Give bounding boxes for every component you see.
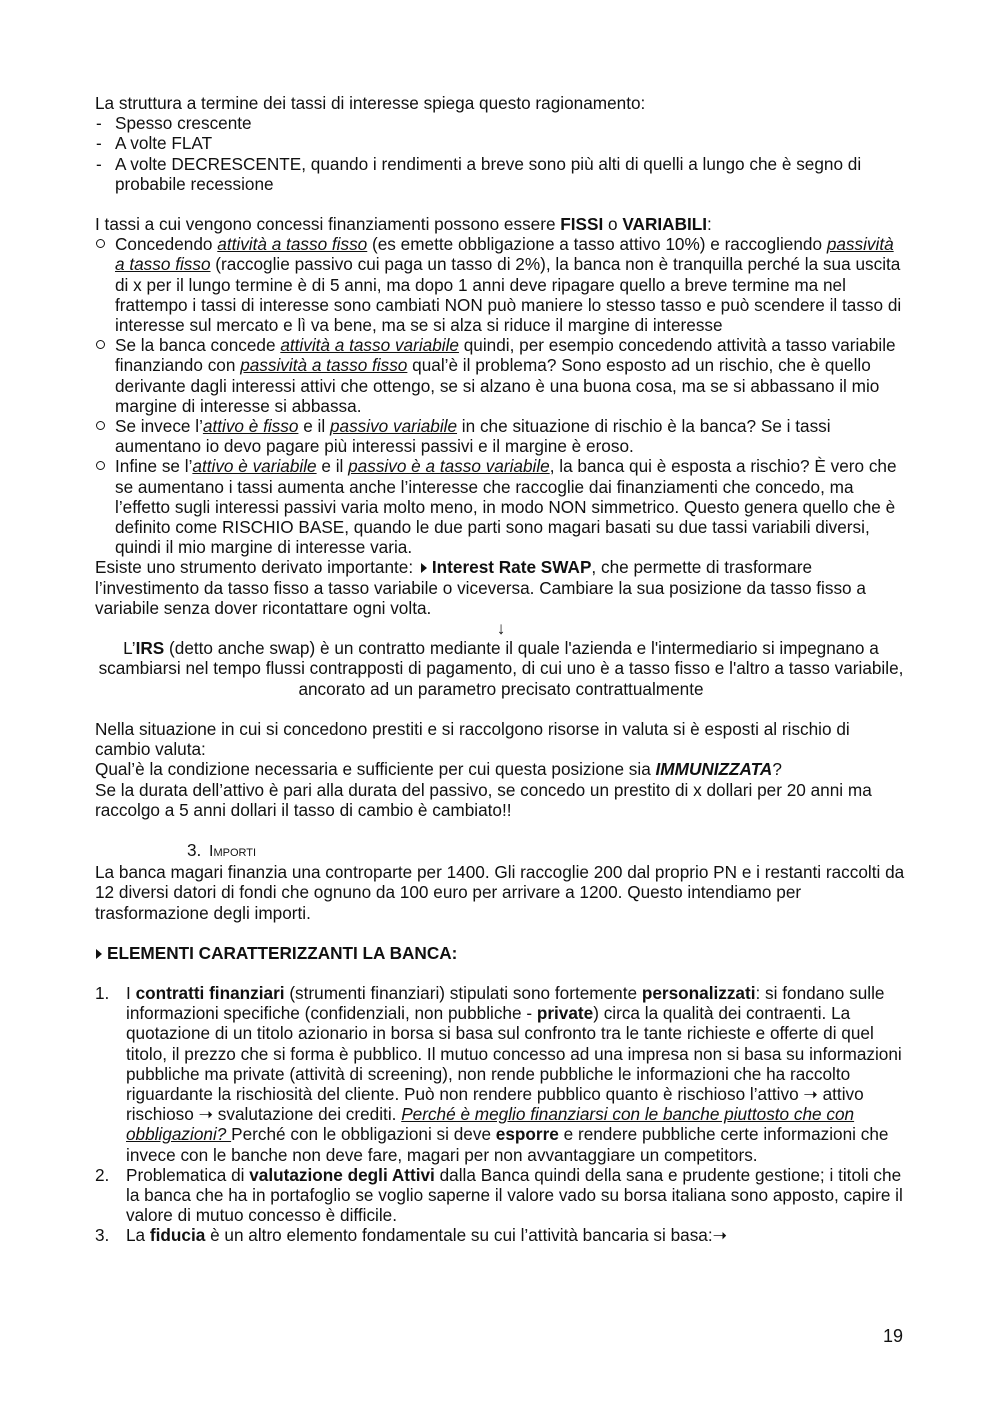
circle-bullet-icon bbox=[96, 340, 105, 349]
rates-intro: I tassi a cui vengono concessi finanziamenti possono essere FISSI o VARIABILI: bbox=[95, 214, 712, 235]
irs-definition: L’IRS (detto anche swap) è un contratto mediante il quale l'azienda e l'intermediario si impegnano a scambiarsi nel tempo flussi contrapposti di pagamento, di cui uno è a tasso fisso e l'altro a tasso variabile, ancorato ad un parametro precisato contrattualmente bbox=[98, 638, 904, 699]
circle-item: Se invece l’attivo è fisso e il passivo variabile in che situazione di rischio è la banca? Se i tassi aumentano io devo pagare più interessi passivi e il margine è eroso. bbox=[95, 416, 907, 456]
dash-item: - A volte DECRESCENTE, quando i rendimenti a breve sono più alti di quelli a lungo che è segno di probabile recessione bbox=[95, 154, 907, 194]
circle-bullet-icon bbox=[96, 239, 105, 248]
down-arrow-icon: ↓ bbox=[496, 618, 506, 639]
dash-item: - Spesso crescente bbox=[95, 113, 907, 133]
circle-item: Se la banca concede attività a tasso variabile quindi, per esempio concedendo attività a tasso variabile finanziando con passività a tasso fisso qual’è il problema? Sono esposto ad un rischio, che è quello derivante dagli interessi attivi che ottengo, se si alzano è una buona cosa, ma se si abbassano il mio margine di interesse si abbassa. bbox=[95, 335, 907, 416]
fissi-label: FISSI bbox=[560, 214, 604, 235]
importi-text: La banca magari finanzia una controparte per 1400. Gli raccoglie 200 dal proprio PN e i restanti raccolti da 12 diversi datori di fondi che ognuno da 100 euro per arrivare a 1200. Questo intendiamo per trasformazione degli importi. bbox=[95, 862, 905, 923]
triangle-right-icon bbox=[96, 949, 102, 959]
section-heading-importi: 3. Importi bbox=[187, 839, 257, 860]
dash-item: - A volte FLAT bbox=[95, 133, 907, 153]
triangle-right-icon bbox=[421, 563, 427, 573]
circle-bullet-icon bbox=[96, 461, 105, 470]
valuta-question: Qual’è la condizione necessaria e sufficiente per cui questa posizione sia IMMUNIZZATA? bbox=[95, 759, 782, 780]
intro-line: La struttura a termine dei tassi di interesse spiega questo ragionamento: bbox=[95, 93, 646, 113]
circle-bullet-icon bbox=[96, 421, 105, 430]
document-page bbox=[95, 93, 907, 1246]
list-item: 3. La fiducia è un altro elemento fondamentale su cui l’attività bancaria si basa:➝ bbox=[95, 1225, 728, 1246]
valuta-answer: Se la durata dell’attivo è pari alla durata del passivo, se concedo un prestito di x dollari per 20 anni ma raccolgo a 5 anni dollari il tasso di cambio è cambiato!! bbox=[95, 779, 872, 820]
list-item: 1. I contratti finanziari (strumenti finanziari) stipulati sono fortemente personalizzati: si fondano sulle informazioni specifiche (confidenziali, non pubbliche - private) circa la qualità dei contraenti. La quotazione di un titolo azionario in borsa si basa sul confronto tra le tante richieste e offerte di quel titolo, il prezzo che si forma è pubblico. Il mutuo concesso ad una impresa non si basa su informazioni pubbliche ma private (attività di screening), non rende pubbliche le informazioni che ha raccolto riguardante la rischiosità del cliente. Può non rendere pubblico quanto è rischioso l’attivo ➝ attivo rischioso ➝ svalutazione dei crediti. Perché è meglio finanziarsi con le banche piuttosto che con obbligazioni? Perché con le obbligazioni si deve esporre e rendere pubbliche certe informazioni che invece con le banche non deve fare, magari per non avvantaggiare un competitors. bbox=[95, 982, 902, 1165]
list-item: 2. Problematica di valutazione degli Attivi dalla Banca quindi della sana e prudente gestione; i titoli che la banca che ha in portafoglio se voglio saperne il valore vado su borsa italiana sono apposto, capire il valore di mutuo concesso è difficile. bbox=[95, 1164, 903, 1226]
circle-item: Concedendo attività a tasso fisso (es emette obbligazione a tasso attivo 10%) e raccogliendo passività a tasso fisso (raccoglie passivo cui paga un tasso di 2%), la banca non è tranquilla perché la sua uscita di x per il lungo termine è di 5 anni, ma dopo 1 anni deve ripagare quello a breve termine ma nel frattempo i tassi di interesse sono cambiati NON può maniere lo stesso tasso e può scendere il tasso di interesse sul mercato e lì va bene, ma se si alza si riduce il margine di interesse bbox=[95, 234, 907, 335]
valuta-paragraph: Nella situazione in cui si concedono prestiti e si raccolgono risorse in valuta si è esposti al rischio di cambio valuta: bbox=[95, 718, 850, 760]
page-number: 19 bbox=[883, 1326, 904, 1346]
elementi-heading: ELEMENTI CARATTERIZZANTI LA BANCA: bbox=[95, 943, 907, 963]
variabili-label: VARIABILI bbox=[622, 214, 708, 235]
swap-paragraph: Esiste uno strumento derivato importante: Interest Rate SWAP, che permette di trasformare l’investimento da tasso fisso a tasso variabile o viceversa. Cambiare la sua posizione da tasso fisso a variabile senza dover ricontattare ogni volta. bbox=[95, 557, 866, 618]
circle-item: Infine se l’attivo è variabile e il passivo è a tasso variabile, la banca qui è esposta a rischio? È vero che se aumentano i tassi aumenta anche l’interesse che raccoglie dai finanziamenti che concedo, ma l’effetto sugli interessi passivi varia molto meno, in modo NON simmetrico. Questo genera quello che è definito come RISCHIO BASE, quando le due parti sono magari basati su due tassi variabili diversi, quindi il mio margine di interesse varia. bbox=[95, 456, 907, 557]
